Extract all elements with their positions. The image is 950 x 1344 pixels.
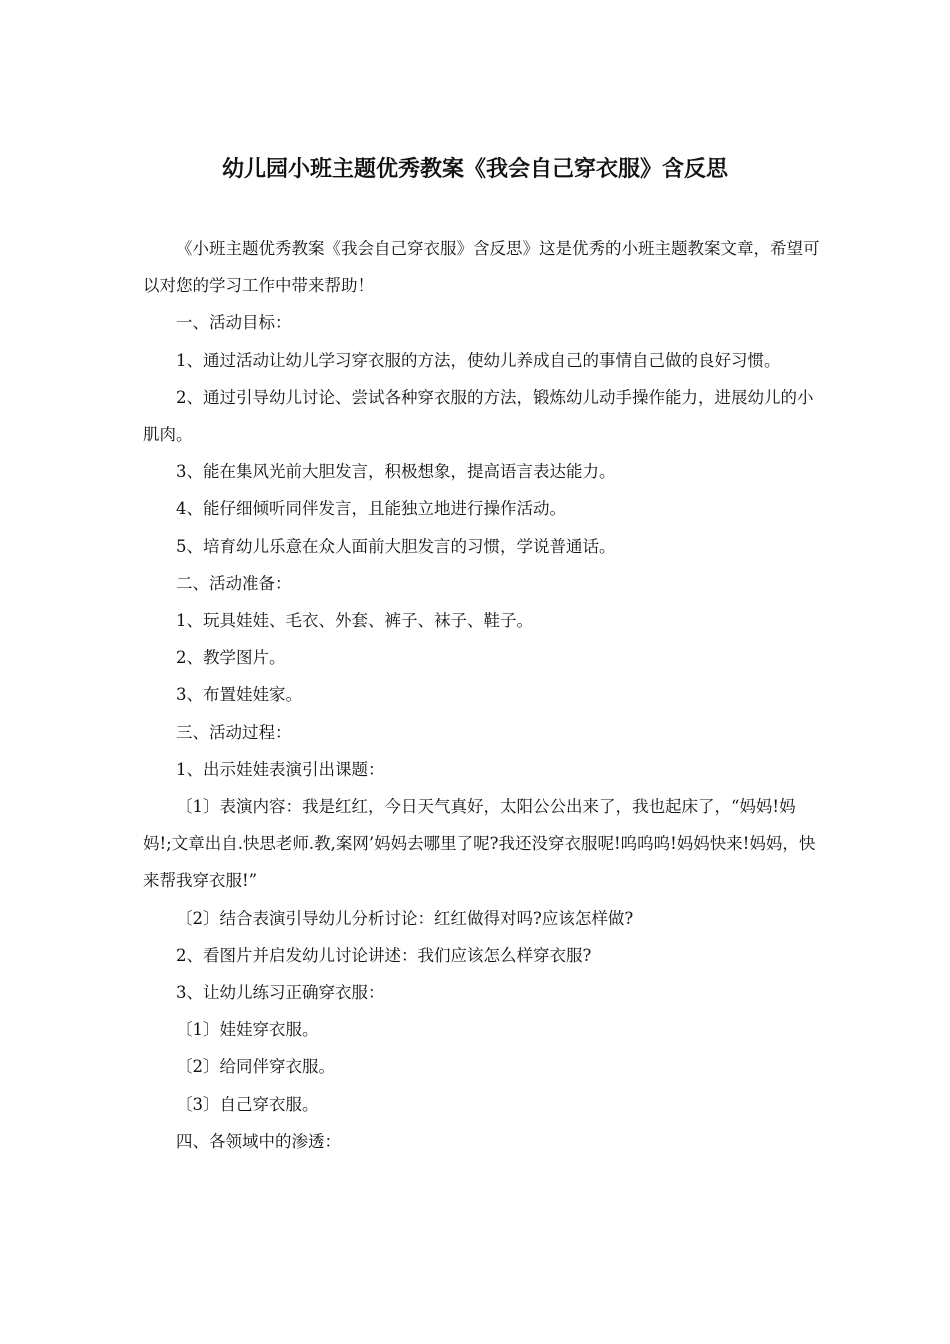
goal-item-5: 5、培育幼儿乐意在众人面前大胆发言的习惯，学说普通话。 bbox=[176, 536, 616, 556]
process-step-1: 1、出示娃娃表演引出课题： bbox=[176, 759, 385, 779]
section-heading-integration: 四、各领域中的渗透： bbox=[176, 1131, 341, 1151]
process-substep-3-3: 〔3〕自己穿衣服。 bbox=[176, 1094, 319, 1114]
goal-item-2: 2、通过引导幼儿讨论、尝试各种穿衣服的方法，锻炼幼儿动手操作能力，进展幼儿的小肌肉。 bbox=[143, 387, 814, 445]
preparation-item-3: 3、布置娃娃家。 bbox=[176, 685, 302, 705]
document-body bbox=[143, 230, 823, 1160]
section-heading-preparation: 二、活动准备： bbox=[176, 573, 292, 593]
preparation-item-1: 1、玩具娃娃、毛衣、外套、裤子、袜子、鞋子。 bbox=[176, 611, 533, 631]
section-heading-process: 三、活动过程： bbox=[176, 722, 292, 742]
process-substep-1-2: 〔2〕结合表演引导幼儿分析讨论：红红做得对吗?应该怎样做? bbox=[176, 908, 634, 928]
process-substep-3-1: 〔1〕娃娃穿衣服。 bbox=[176, 1020, 319, 1040]
goal-item-3: 3、能在集风光前大胆发言，积极想象，提高语言表达能力。 bbox=[176, 462, 616, 482]
preparation-item-2: 2、教学图片。 bbox=[176, 648, 286, 668]
process-substep-1-1: 〔1〕表演内容：我是红红，今日天气真好，太阳公公出来了，我也起床了，“妈妈!妈妈!;文章出自.快思老师.教,案网’妈妈去哪里了呢?我还没穿衣服呢!呜呜呜!妈妈快来!妈妈，快来帮我穿衣服!” bbox=[143, 797, 816, 891]
section-heading-goals: 一、活动目标： bbox=[176, 313, 292, 333]
document-title: 幼儿园小班主题优秀教案《我会自己穿衣服》含反思 bbox=[221, 157, 728, 182]
process-step-3: 3、让幼儿练习正确穿衣服： bbox=[176, 983, 385, 1003]
process-substep-3-2: 〔2〕给同伴穿衣服。 bbox=[176, 1057, 335, 1077]
goal-item-4: 4、能仔细倾听同伴发言，且能独立地进行操作活动。 bbox=[176, 499, 566, 519]
goal-item-1: 1、通过活动让幼儿学习穿衣服的方法，使幼儿养成自己的事情自己做的良好习惯。 bbox=[176, 350, 781, 370]
intro-paragraph: 《小班主题优秀教案《我会自己穿衣服》含反思》这是优秀的小班主题教案文章，希望可以对您的学习工作中带来帮助！ bbox=[143, 239, 820, 296]
process-step-2: 2、看图片并启发幼儿讨论讲述：我们应该怎么样穿衣服? bbox=[176, 945, 592, 965]
